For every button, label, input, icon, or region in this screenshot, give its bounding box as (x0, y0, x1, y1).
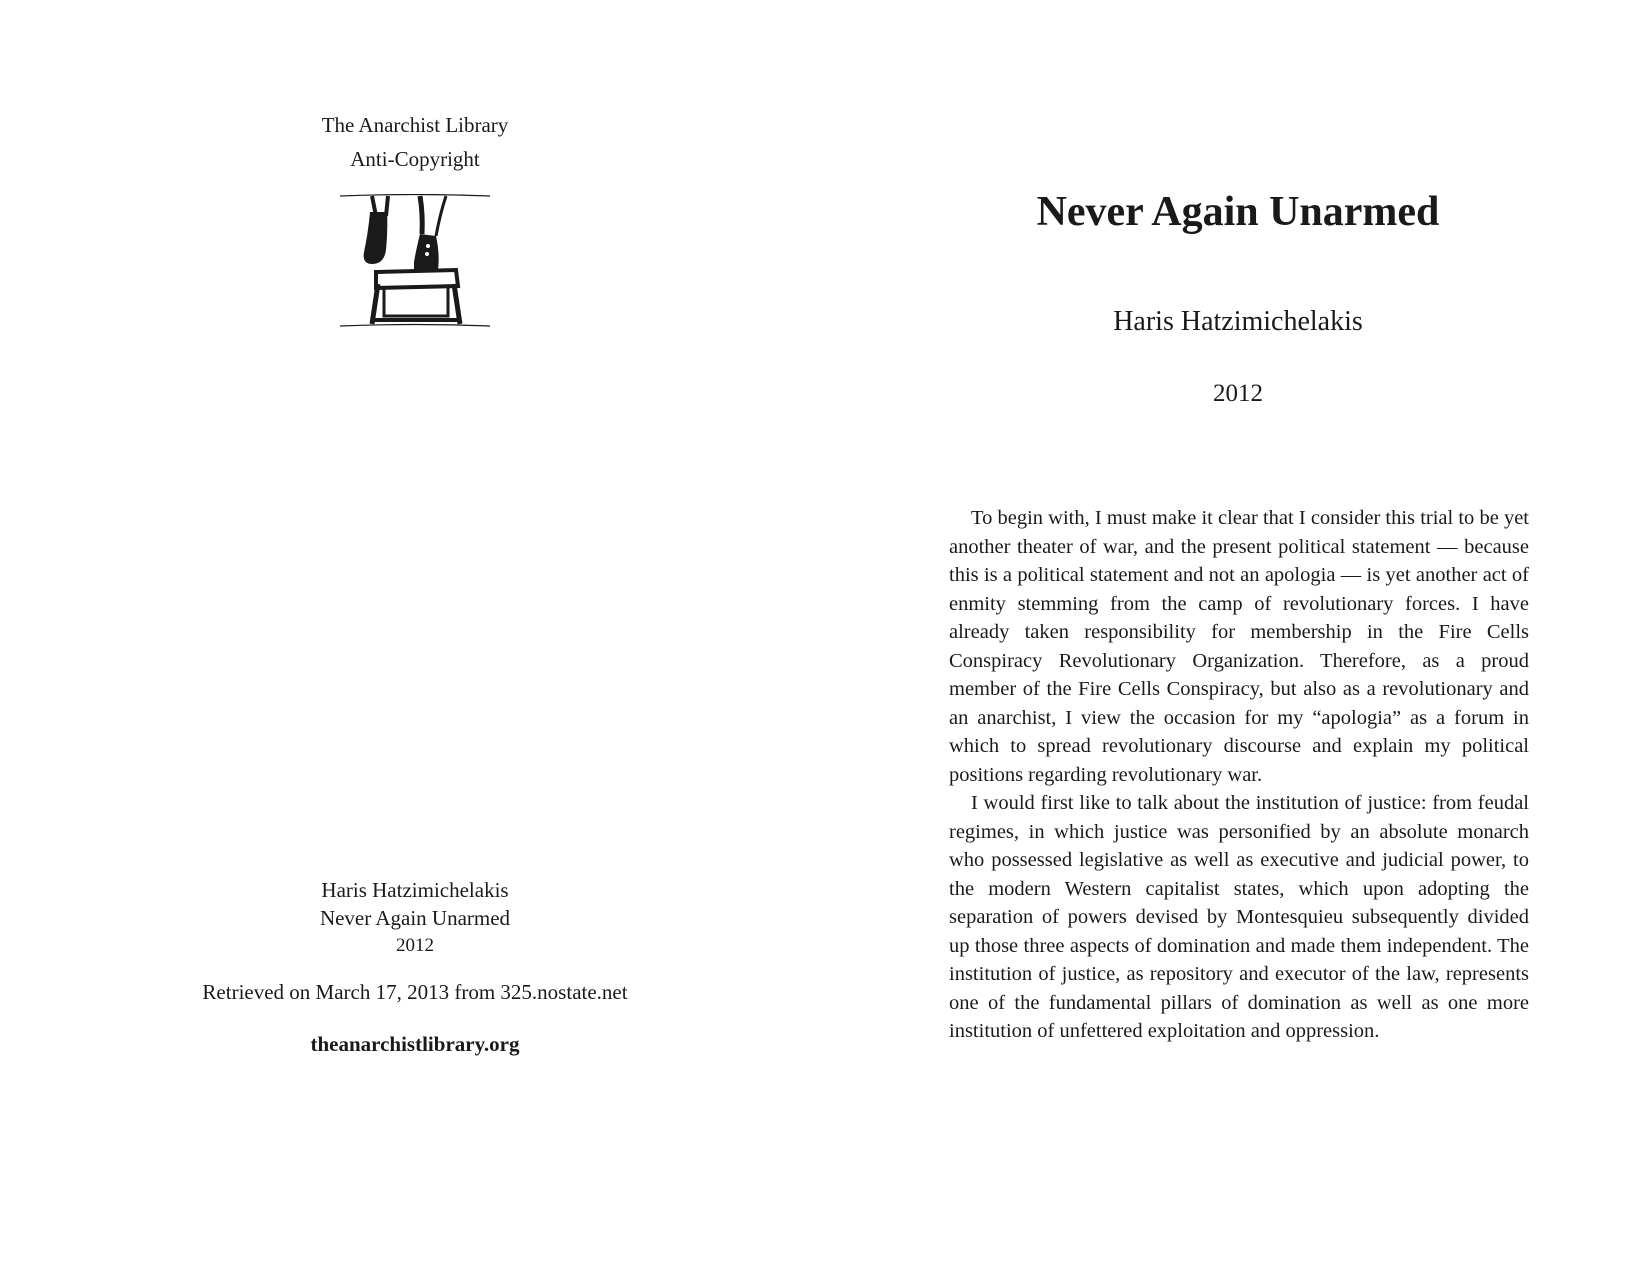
right-page (825, 0, 1651, 1275)
paragraph-2: I would first like to talk about the institution of justice: from feudal regimes, in which justice was personified by an absolute monarch who possessed legislative as well as executive and judicial power, to the modern Western capitalist states, which upon adopting the separation of powers devised by Montesquieu subsequently divided up those three aspects of domination and made them independent. The institution of justice, as repository and executor of the law, represents one of the fundamental pillars of domination as well as one more institution of unfettered exploitation and oppression. (949, 792, 1529, 1042)
publication-date: 2012 (1213, 380, 1263, 407)
anarchist-library-logo-icon (340, 194, 490, 334)
author-name: Haris Hatzimichelakis (1113, 306, 1363, 337)
anti-copyright-label: Anti-Copyright (350, 147, 480, 171)
colophon-year: 2012 (396, 935, 434, 956)
colophon-author: Haris Hatzimichelakis (321, 878, 509, 902)
page-title: Never Again Unarmed (1036, 189, 1440, 235)
left-page (0, 0, 825, 1275)
colophon-retrieved: Retrieved on March 17, 2013 from 325.nostate.net (202, 980, 628, 1004)
body-text (949, 504, 1529, 1046)
library-name: The Anarchist Library (321, 113, 509, 137)
colophon (0, 876, 830, 1058)
colophon-title: Never Again Unarmed (319, 906, 511, 930)
colophon-site-link[interactable]: theanarchistlibrary.org (310, 1032, 520, 1056)
library-header (0, 108, 830, 176)
paragraph-1: To begin with, I must make it clear that I consider this trial to be yet another theater of war, and the present political statement — because this is a political statement and not an apologia — is yet another act of enmity stemming from the camp of revolutionary forces. I have already taken responsibility for membership in the Fire Cells Conspiracy Revolutionary Organization. Therefore, as a proud member of the Fire Cells Conspiracy, but also as a revolutionary and an anarchist, I view the occasion for my “apologia” as a forum in which to spread revolutionary discourse and explain my political positions regarding revolutionary war. (949, 507, 1529, 786)
